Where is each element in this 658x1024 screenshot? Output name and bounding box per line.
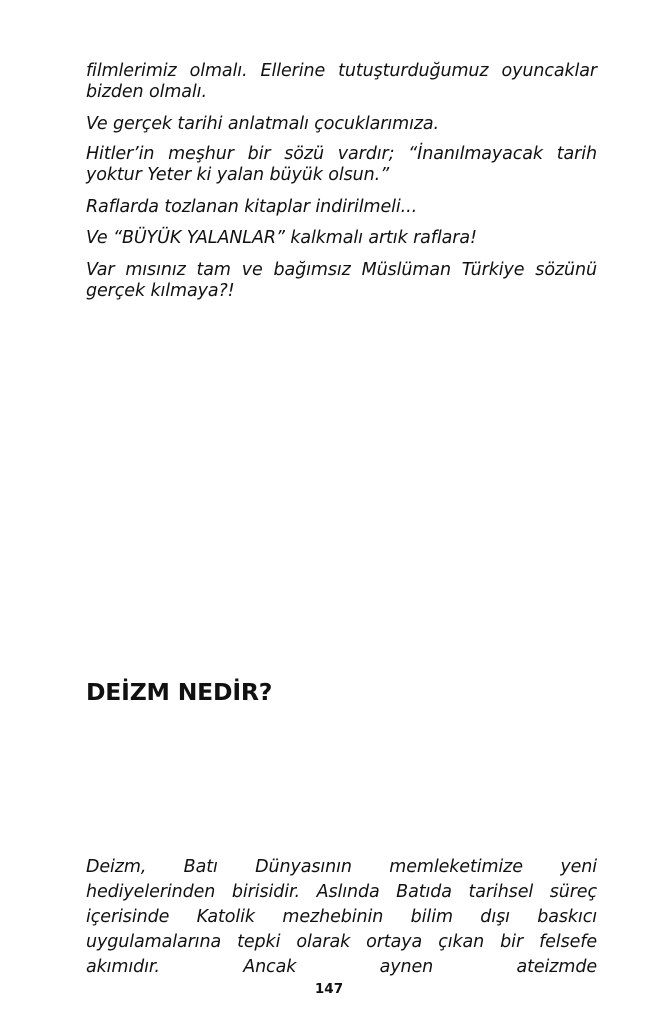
paragraph-1: filmlerimiz olmalı. Ellerine tutuşturduğumuz oyuncaklar bizden olmalı. [86,61,597,102]
paragraph-6: Var mısınız tam ve bağımsız Müslüman Türkiye sözünü gerçek kılmaya?! [86,260,597,301]
page-number: 147 [314,981,344,997]
paragraph-4: Raflarda tozlanan kitaplar indirilmeli... [86,197,418,217]
paragraph-5: Ve “BÜYÜK YALANLAR” kalkmalı artık raflara! [86,228,477,248]
section-heading: DEİZM NEDİR? [86,678,273,706]
paragraph-3-hitler-quote: Hitler’in meşhur bir sözü vardır; “İnanılmayacak tarih yoktur Yeter ki yalan büyük olsun.” [86,144,597,185]
paragraph-2: Ve gerçek tarihi anlatmalı çocuklarımıza. [86,114,440,134]
section-body-paragraph: Deizm, Batı Dünyasının memleketimize yeni hediyelerinden birisidir. Aslında Batıda tarihsel süreç içerisinde Katolik mezhebinin bilim dışı baskıcı uygulamalarına tepki olarak ortaya çıkan bir felsefe akımıdır. Ancak aynen ateizmde [86,857,597,977]
